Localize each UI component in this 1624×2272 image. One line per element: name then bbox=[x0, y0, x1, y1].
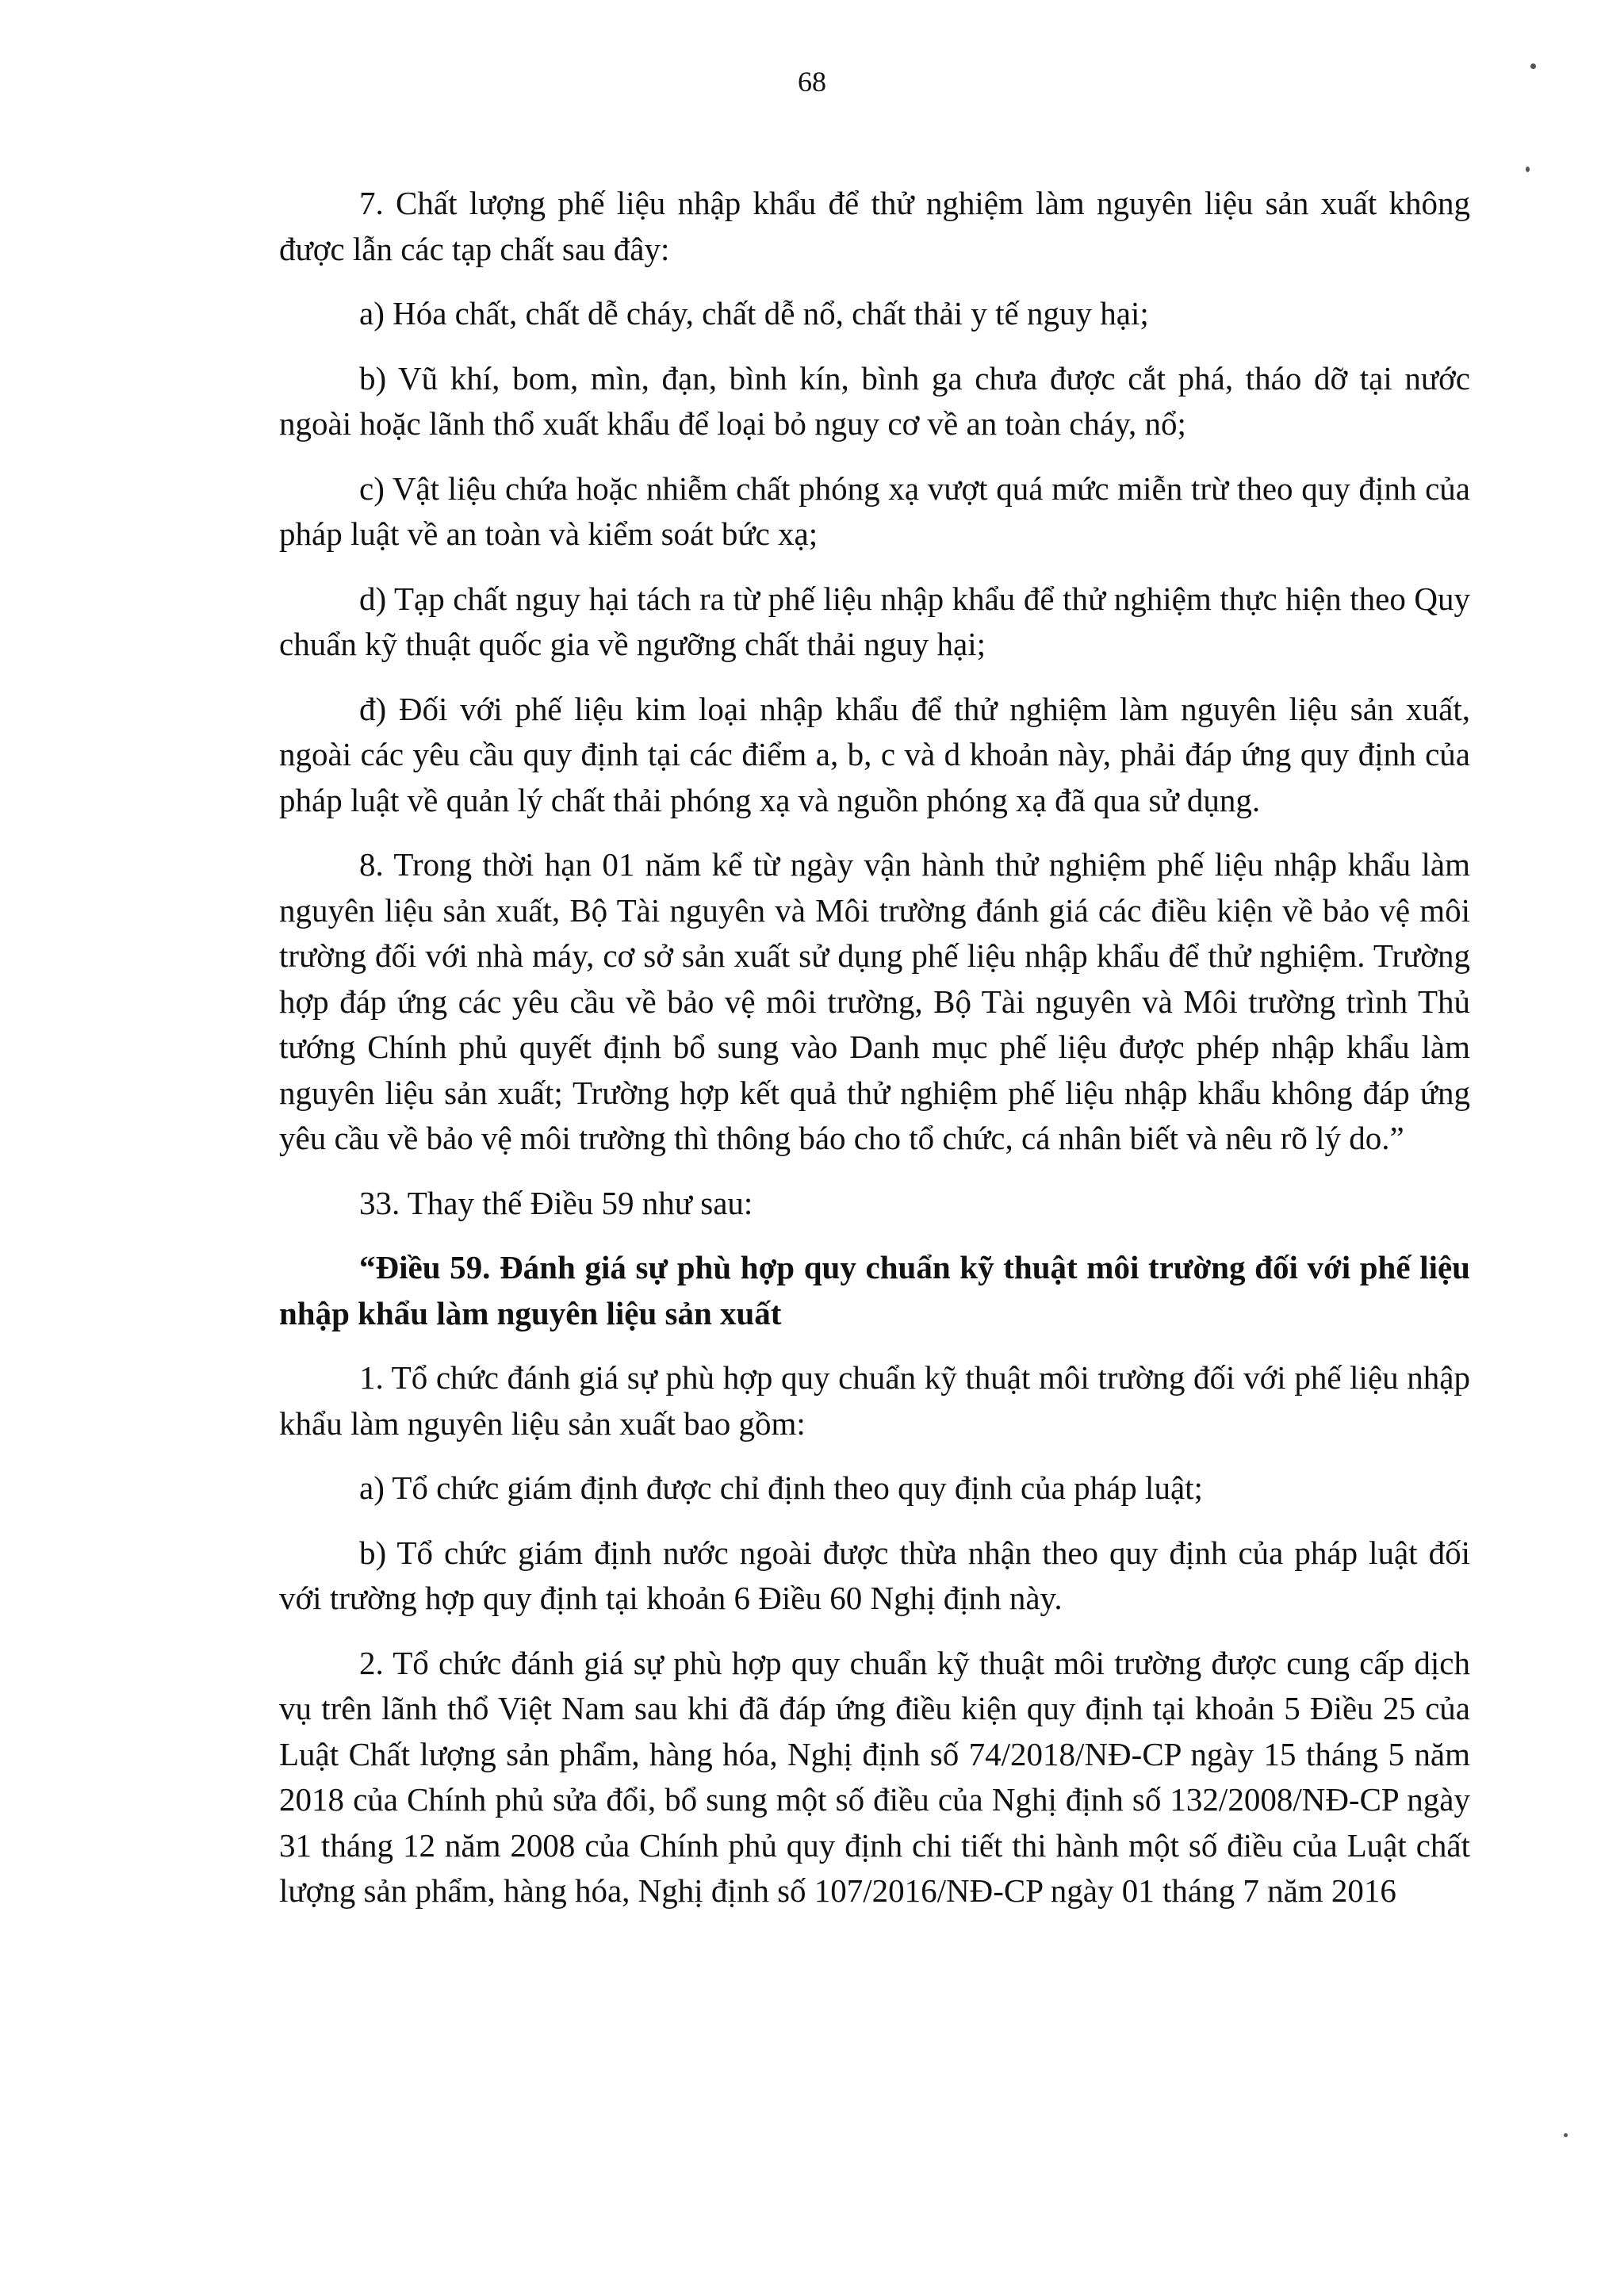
paragraph-article-59-clause-1b: b) Tổ chức giám định nước ngoài được thừa nhận theo quy định của pháp luật đối với trường hợp quy định tại khoản 6 Điều 60 Nghị định này. bbox=[279, 1534, 1470, 1616]
document-body bbox=[279, 181, 1470, 1933]
paragraph-article-59-clause-2: 2. Tổ chức đánh giá sự phù hợp quy chuẩn kỹ thuật môi trường được cung cấp dịch vụ trên lãnh thổ Việt Nam sau khi đã đáp ứng điều kiện quy định tại khoản 5 Điều 25 của Luật Chất lượng sản phẩm, hàng hóa, Nghị định số 74/2018/NĐ-CP ngày 15 tháng 5 năm 2018 của Chính phủ sửa đổi, bổ sung một số điều của Nghị định số 132/2008/NĐ-CP ngày 31 tháng 12 năm 2008 của Chính phủ quy định chi tiết thi hành một số điều của Luật chất lượng sản phẩm, hàng hóa, Nghị định số 107/2016/NĐ-CP ngày 01 tháng 7 năm 2016 bbox=[279, 1644, 1470, 1909]
page-number: 68 bbox=[798, 66, 826, 98]
scan-speck bbox=[1526, 167, 1530, 172]
paragraph-clause-7d: d) Tạp chất nguy hại tách ra từ phế liệu nhập khẩu để thử nghiệm thực hiện theo Quy chuẩn kỹ thuật quốc gia về ngưỡng chất thải nguy hại; bbox=[279, 580, 1470, 662]
paragraph-article-59-clause-1: 1. Tổ chức đánh giá sự phù hợp quy chuẩn kỹ thuật môi trường đối với phế liệu nhập khẩu làm nguyên liệu sản xuất bao gồm: bbox=[279, 1359, 1470, 1442]
paragraph-article-59-clause-1a: a) Tổ chức giám định được chỉ định theo quy định của pháp luật; bbox=[359, 1469, 1203, 1506]
article-59-heading: “Điều 59. Đánh giá sự phù hợp quy chuẩn kỹ thuật môi trường đối với phế liệu nhập khẩu làm nguyên liệu sản xuất bbox=[279, 1249, 1470, 1331]
scan-speck bbox=[1530, 63, 1536, 69]
paragraph-clause-7a: a) Hóa chất, chất dễ cháy, chất dễ nổ, chất thải y tế nguy hại; bbox=[359, 295, 1149, 331]
paragraph-clause-7: 7. Chất lượng phế liệu nhập khẩu để thử nghiệm làm nguyên liệu sản xuất không được lẫn các tạp chất sau đây: bbox=[279, 185, 1470, 267]
paragraph-clause-7c: c) Vật liệu chứa hoặc nhiễm chất phóng xạ vượt quá mức miễn trừ theo quy định của pháp luật về an toàn và kiểm soát bức xạ; bbox=[279, 469, 1470, 552]
paragraph-clause-8: 8. Trong thời hạn 01 năm kể từ ngày vận hành thử nghiệm phế liệu nhập khẩu làm nguyên liệu sản xuất, Bộ Tài nguyên và Môi trường đánh giá các điều kiện về bảo vệ môi trường đối với nhà máy, cơ sở sản xuất sử dụng phế liệu nhập khẩu để thử nghiệm. Trường hợp đáp ứng các yêu cầu về bảo vệ môi trường, Bộ Tài nguyên và Môi trường trình Thủ tướng Chính phủ quyết định bổ sung vào Danh mục phế liệu được phép nhập khẩu làm nguyên liệu sản xuất; Trường hợp kết quả thử nghiệm phế liệu nhập khẩu không đáp ứng yêu cầu về bảo vệ môi trường thì thông báo cho tổ chức, cá nhân biết và nêu rõ lý do.” bbox=[279, 846, 1470, 1156]
scan-speck bbox=[1564, 2133, 1568, 2137]
paragraph-item-33: 33. Thay thế Điều 59 như sau: bbox=[359, 1184, 753, 1221]
paragraph-clause-7b: b) Vũ khí, bom, mìn, đạn, bình kín, bình ga chưa được cắt phá, tháo dỡ tại nước ngoài hoặc lãnh thổ xuất khẩu để loại bỏ nguy cơ về an toàn cháy, nổ; bbox=[279, 359, 1470, 442]
paragraph-clause-7dd: đ) Đối với phế liệu kim loại nhập khẩu để thử nghiệm làm nguyên liệu sản xuất, ngoài các yêu cầu quy định tại các điểm a, b, c và d khoản này, phải đáp ứng quy định của pháp luật về quản lý chất thải phóng xạ và nguồn phóng xạ đã qua sử dụng. bbox=[279, 690, 1470, 818]
